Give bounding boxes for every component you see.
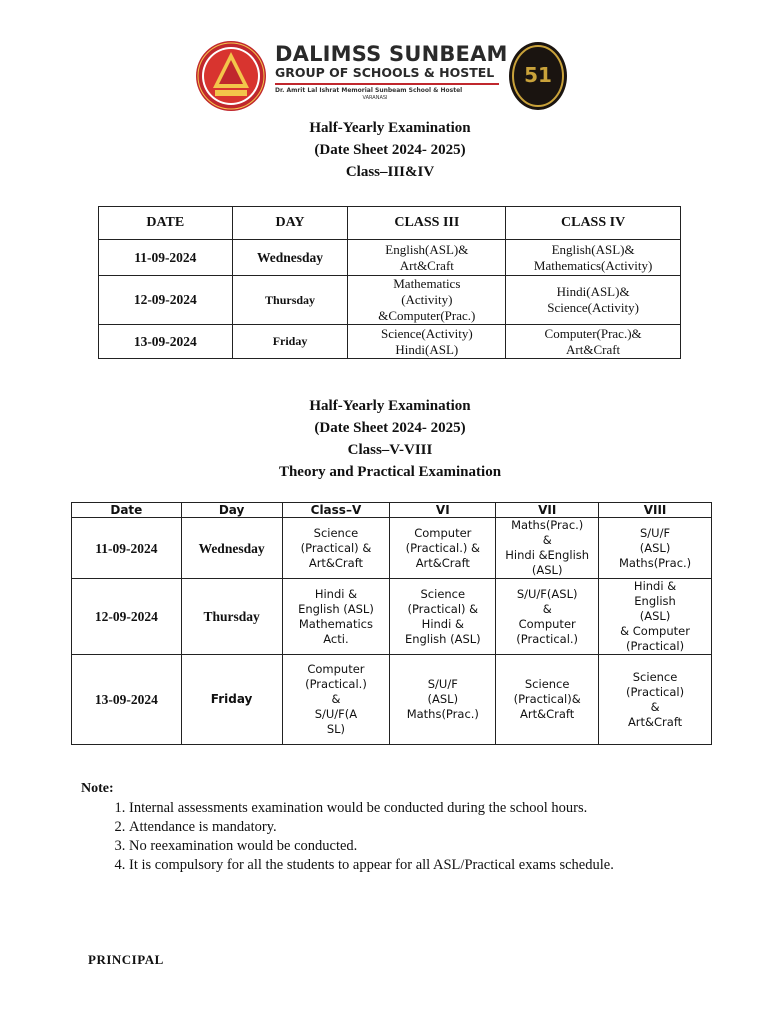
cell-line: (ASL) — [427, 692, 459, 706]
note-item: 4. It is compulsory for all the students to appear for all ASL/Practical exams schedule. — [129, 856, 761, 875]
cell-line: Hindi(ASL)& — [556, 284, 630, 299]
cell-line: Science — [313, 525, 359, 540]
note-item: 2. Attendance is mandatory. — [129, 818, 761, 837]
date-cell: 13-09-2024 — [72, 655, 182, 745]
anniversary-badge-logo-right — [508, 40, 568, 112]
cell-line: Art&Craft — [415, 555, 470, 570]
cell-line: Science(Activity) — [547, 300, 639, 315]
class6-cell — [390, 655, 496, 745]
cell-line: S/U/F — [427, 677, 458, 691]
cell-line: (Practical.) & — [405, 540, 480, 555]
cell-line: Science — [420, 586, 466, 601]
cell-line: Computer — [307, 662, 365, 676]
cell-line: Art&Craft — [627, 714, 683, 729]
section2-title: Half-Yearly Examination — [309, 398, 471, 414]
cell-line: English (ASL) — [298, 601, 374, 616]
cell-line: Acti. — [323, 631, 349, 646]
cell-line: Mathematics — [298, 616, 373, 631]
cell-line: (Practical) — [626, 684, 685, 699]
cell-line: Hindi(ASL) — [395, 341, 459, 357]
section1-title: Half-Yearly Examination — [309, 120, 471, 136]
cell-line: S/U/F(A — [314, 707, 358, 721]
column-header: VII — [496, 503, 599, 518]
school-header — [195, 38, 565, 114]
section2-subtitle: Theory and Practical Examination — [278, 464, 502, 480]
brand-block — [275, 42, 508, 102]
cell-line: Science — [632, 669, 678, 684]
datesheet-table-class-5-8 — [71, 502, 712, 745]
class5-cell — [282, 579, 390, 655]
day-cell: Friday — [232, 325, 348, 359]
cell-line: English — [634, 594, 676, 608]
note-item: 3. No reexamination would be conducted. — [129, 837, 761, 856]
table-row — [72, 518, 712, 579]
class6-cell — [390, 518, 496, 579]
column-header: CLASS III — [348, 207, 506, 240]
day-cell: Friday — [181, 655, 282, 745]
note-item: 1. Internal assessments examination would be conducted during the school hours. — [129, 799, 761, 818]
section2-heading — [0, 395, 768, 483]
cell-line: English(ASL)& — [551, 241, 635, 257]
cell-line: Art&Craft — [308, 555, 364, 570]
cell-line: Maths(Prac.) — [618, 555, 692, 570]
column-header: Class–V — [282, 503, 390, 518]
section1-class: Class–III&IV — [345, 164, 435, 180]
class8-cell — [599, 518, 712, 579]
cell-line: Maths(Prac.) — [511, 518, 584, 532]
date-cell: 13-09-2024 — [99, 325, 233, 359]
anniversary-number: 51 — [524, 63, 552, 87]
cell-line: Computer(Prac.)& — [544, 325, 642, 341]
table-row — [72, 655, 712, 745]
cell-line: & — [542, 601, 552, 616]
cell-line: S/U/F(ASL) — [516, 586, 578, 601]
section1-date-sheet: (Date Sheet 2024- 2025) — [314, 142, 466, 158]
notes-section — [81, 779, 761, 875]
cell-line: &Computer(Prac.) — [378, 308, 476, 323]
date-cell: 12-09-2024 — [72, 579, 182, 655]
cell-line: Computer — [414, 525, 472, 540]
day-cell: Thursday — [232, 276, 348, 325]
column-header: DAY — [232, 207, 348, 240]
cell-line: Hindi &English — [505, 548, 590, 562]
principal-signature-label: PRINCIPAL — [88, 952, 164, 964]
cell-line: (ASL) — [639, 609, 671, 623]
brand-subtitle: GROUP OF SCHOOLS & HOSTEL — [275, 65, 495, 80]
cell-line: & — [542, 533, 552, 547]
date-cell: 11-09-2024 — [72, 518, 182, 579]
cell-line: English(ASL)& — [385, 241, 469, 257]
table-row — [99, 325, 681, 359]
column-header: CLASS IV — [506, 207, 681, 240]
table-row — [99, 240, 681, 276]
class5-cell — [282, 655, 390, 745]
cell-line: & — [650, 699, 660, 714]
class4-cell — [506, 325, 681, 359]
cell-line: & Computer — [620, 624, 690, 638]
cell-line: Hindi & — [421, 616, 464, 631]
cell-line: (Practical) — [626, 639, 685, 653]
cell-line: Hindi & — [633, 579, 677, 593]
class7-cell — [496, 579, 599, 655]
class6-cell — [390, 579, 496, 655]
section1-heading — [0, 117, 768, 183]
cell-line: SL) — [326, 722, 346, 736]
day-cell: Wednesday — [181, 518, 282, 579]
cell-line: Science — [524, 677, 570, 691]
day-cell: Thursday — [181, 579, 282, 655]
notes-list — [81, 799, 761, 875]
cell-line: (Practical.) — [516, 631, 579, 646]
cell-line: Mathematics — [393, 276, 461, 291]
cell-line: (Practical) & — [300, 540, 372, 555]
column-header: Date — [72, 503, 182, 518]
cell-line: Science(Activity) — [380, 325, 473, 341]
cell-line: & — [331, 692, 341, 706]
cell-line: (ASL) — [639, 540, 671, 555]
cell-line: (ASL) — [531, 563, 563, 577]
cell-line: Art&Craft — [520, 707, 575, 721]
cell-line: Art&Craft — [566, 341, 621, 357]
class7-cell — [496, 518, 599, 579]
day-cell: Wednesday — [232, 240, 348, 276]
cell-line: English (ASL) — [404, 631, 481, 646]
column-header: VIII — [599, 503, 712, 518]
school-crest-logo-left — [195, 40, 267, 112]
class4-cell — [506, 240, 681, 276]
datesheet-table-class-3-4 — [98, 206, 681, 359]
table-row — [72, 579, 712, 655]
notes-title: Note: — [81, 781, 114, 796]
class7-cell — [496, 655, 599, 745]
cell-line: (Practical) & — [407, 601, 479, 616]
cell-line: (Practical)& — [513, 692, 581, 706]
cell-line: Computer — [518, 616, 576, 631]
column-header: VI — [390, 503, 496, 518]
cell-line: Hindi & — [314, 586, 358, 601]
table-header-row — [99, 207, 681, 240]
cell-line: (Practical.) — [305, 677, 367, 691]
cell-line: S/U/F — [640, 525, 671, 540]
class4-cell — [506, 276, 681, 325]
date-cell: 11-09-2024 — [99, 240, 233, 276]
column-header: Day — [181, 503, 282, 518]
section2-class: Class–V-VIII — [347, 442, 433, 458]
cell-line: Maths(Prac.) — [406, 707, 479, 721]
class8-cell — [599, 655, 712, 745]
date-cell: 12-09-2024 — [99, 276, 233, 325]
class5-cell — [282, 518, 390, 579]
brand-city: VARANASI — [362, 95, 388, 101]
brand-school-name: Dr. Amrit Lal Ishrat Memorial Sunbeam School & Hostel — [275, 87, 463, 94]
cell-line: Art&Craft — [399, 257, 454, 273]
class8-cell — [599, 579, 712, 655]
class3-cell — [348, 276, 506, 325]
section2-date-sheet: (Date Sheet 2024- 2025) — [314, 420, 466, 436]
class3-cell — [348, 325, 506, 359]
table-row — [99, 276, 681, 325]
class3-cell — [348, 240, 506, 276]
table-header-row — [72, 503, 712, 518]
brand-title: DALIMSS SUNBEAM — [275, 42, 508, 66]
cell-line: (Activity) — [401, 292, 453, 307]
column-header: DATE — [99, 207, 233, 240]
cell-line: Mathematics(Activity) — [533, 257, 653, 273]
brand-divider — [275, 83, 499, 85]
